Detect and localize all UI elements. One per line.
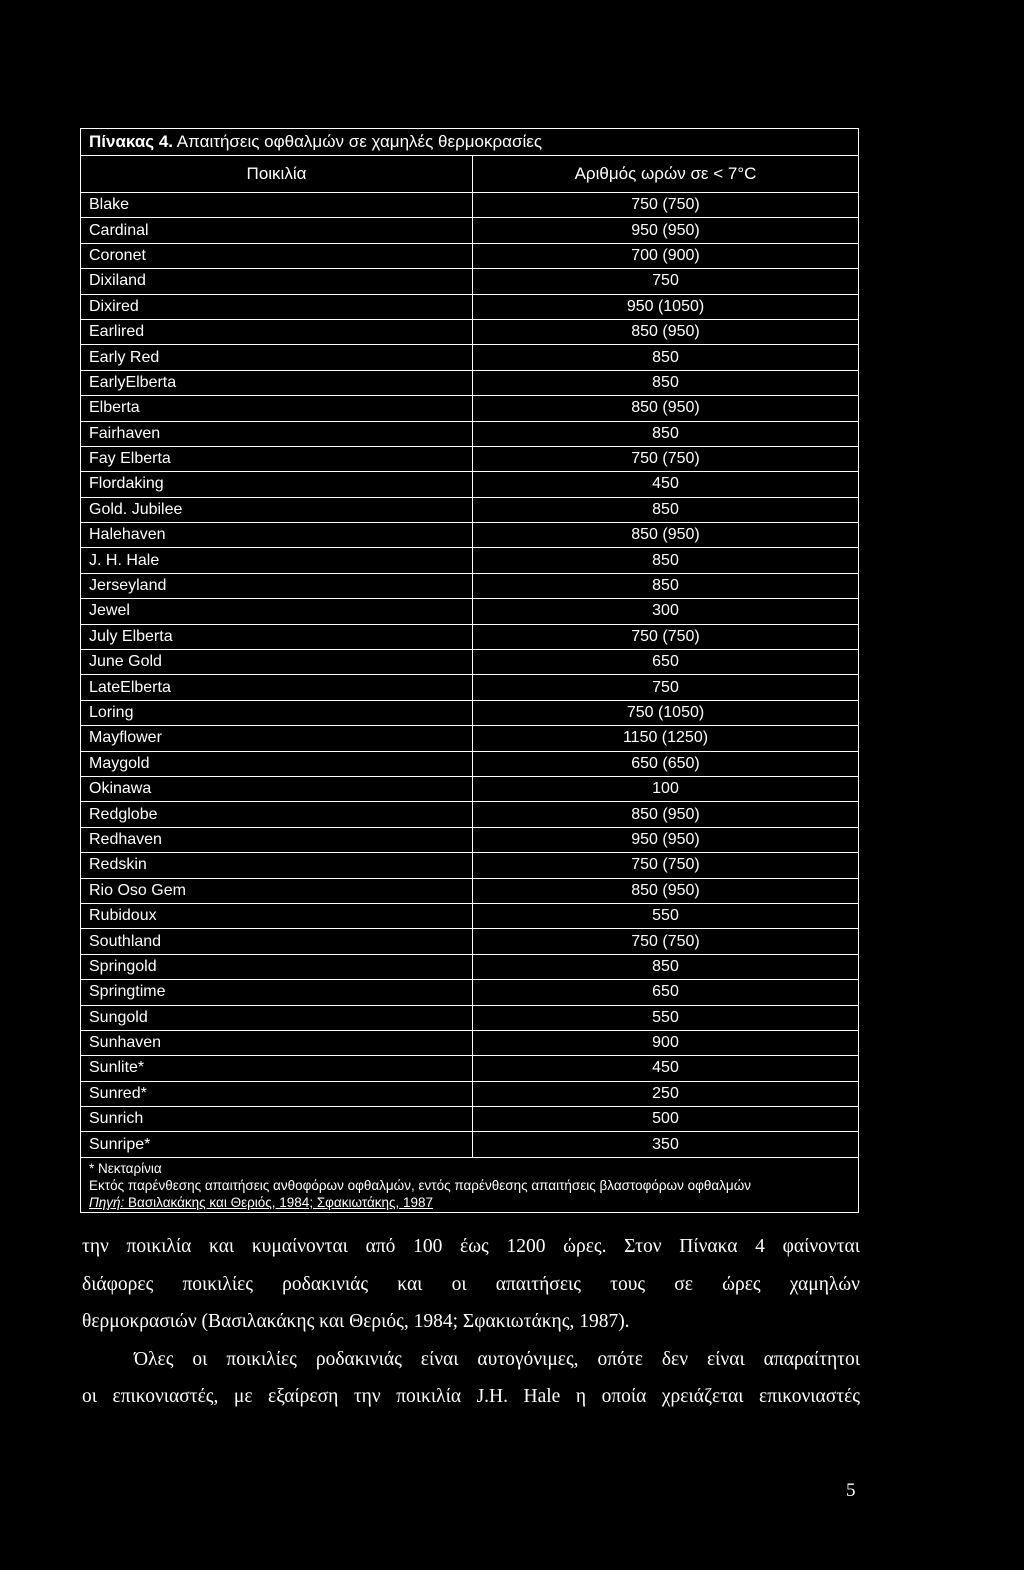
chill-hours-cell: 1150 (1250): [473, 726, 859, 751]
chill-hours-cell: 450: [473, 472, 859, 497]
table-caption-label: Πίνακας 4.: [89, 132, 174, 151]
table-row: [81, 903, 859, 928]
table-caption-text: Απαιτήσεις οφθαλμών σε χαμηλές θερμοκρασίες: [173, 132, 543, 151]
variety-cell: Early Red: [81, 345, 473, 370]
table-notes: [81, 1157, 859, 1212]
body-line-3: θερμοκρασιών (Βασιλακάκης και Θεριός, 1984; Σφακιωτάκης, 1987).: [82, 1311, 630, 1332]
variety-cell: Sunhaven: [81, 1030, 473, 1055]
note-source-text: Βασιλακάκης και Θεριός, 1984; Σφακιωτάκης, 1987: [124, 1194, 434, 1210]
variety-cell: Redskin: [81, 853, 473, 878]
variety-cell: Sungold: [81, 1005, 473, 1030]
variety-cell: Maygold: [81, 751, 473, 776]
chill-hours-cell: 950 (950): [473, 218, 859, 243]
variety-cell: Sunlite*: [81, 1056, 473, 1081]
body-line-1: την ποικιλία και κυμαίνονται από 100 έως 1200 ώρες. Στον Πίνακα 4 φαίνονται: [82, 1236, 860, 1257]
table-row: [81, 650, 859, 675]
variety-cell: Mayflower: [81, 726, 473, 751]
table-row: [81, 954, 859, 979]
chill-hours-cell: 850: [473, 497, 859, 522]
note-nectarine: * Νεκταρίνια: [89, 1160, 162, 1176]
chill-hours-cell: 550: [473, 903, 859, 928]
table-row: [81, 421, 859, 446]
chill-hours-cell: 850: [473, 421, 859, 446]
chill-hours-cell: 850 (950): [473, 523, 859, 548]
variety-cell: Okinawa: [81, 776, 473, 801]
variety-cell: Earlired: [81, 319, 473, 344]
variety-cell: June Gold: [81, 650, 473, 675]
chill-hours-cell: 250: [473, 1081, 859, 1106]
note-explanation: Εκτός παρένθεσης απαιτήσεις ανθοφόρων οφθαλμών, εντός παρένθεσης απαιτήσεις βλαστοφόρων οφθαλμών: [89, 1177, 751, 1193]
body-line-2: διάφορες ποικιλίες ροδακινιάς και οι απαιτήσεις τους σε ώρες χαμηλών: [82, 1273, 860, 1295]
chill-hours-cell: 950 (1050): [473, 294, 859, 319]
variety-cell: Coronet: [81, 243, 473, 268]
table-row: [81, 853, 859, 878]
chill-hours-cell: 850 (950): [473, 319, 859, 344]
variety-cell: Redglobe: [81, 802, 473, 827]
chill-hours-cell: 350: [473, 1132, 859, 1157]
variety-cell: Gold. Jubilee: [81, 497, 473, 522]
chill-hours-cell: 950 (950): [473, 827, 859, 852]
variety-cell: EarlyElberta: [81, 370, 473, 395]
variety-cell: Jewel: [81, 599, 473, 624]
table-row: [81, 446, 859, 471]
table-row: [81, 726, 859, 751]
table-row: [81, 599, 859, 624]
chill-hours-cell: 700 (900): [473, 243, 859, 268]
chill-hours-cell: 850: [473, 954, 859, 979]
chill-hours-cell: 750 (750): [473, 624, 859, 649]
variety-cell: Sunripe*: [81, 1132, 473, 1157]
table-row: [81, 1132, 859, 1157]
table-row: [81, 802, 859, 827]
table-row: [81, 624, 859, 649]
chill-hours-cell: 650: [473, 980, 859, 1005]
note-source: [89, 1194, 850, 1211]
table-row: [81, 1081, 859, 1106]
chill-hours-cell: 650: [473, 650, 859, 675]
table-row: [81, 523, 859, 548]
variety-cell: Blake: [81, 193, 473, 218]
body-line-4: Όλες οι ποικιλίες ροδακινιάς είναι αυτογόνιμες, οπότε δεν είναι απαραίτητοι: [134, 1348, 860, 1370]
table-row: [81, 548, 859, 573]
chill-hours-cell: 850 (950): [473, 396, 859, 421]
chill-hours-cell: 850: [473, 345, 859, 370]
chill-hours-cell: 450: [473, 1056, 859, 1081]
chill-hours-cell: 550: [473, 1005, 859, 1030]
table-row: [81, 243, 859, 268]
table-row: [81, 929, 859, 954]
chill-hours-cell: 100: [473, 776, 859, 801]
chill-hours-cell: 850: [473, 573, 859, 598]
body-line-5: οι επικονιαστές, με εξαίρεση την ποικιλία J.H. Hale η οποία χρειάζεται επικονιαστές: [82, 1386, 860, 1407]
chill-hours-cell: 750: [473, 675, 859, 700]
chill-hours-cell: 750 (750): [473, 929, 859, 954]
variety-cell: Springtime: [81, 980, 473, 1005]
variety-cell: Rio Oso Gem: [81, 878, 473, 903]
variety-cell: Rubidoux: [81, 903, 473, 928]
table-notes-row: [81, 1157, 859, 1212]
variety-cell: Halehaven: [81, 523, 473, 548]
variety-cell: Fay Elberta: [81, 446, 473, 471]
table-row: [81, 878, 859, 903]
variety-cell: Fairhaven: [81, 421, 473, 446]
chill-hours-cell: 850: [473, 370, 859, 395]
table-row: [81, 497, 859, 522]
chill-hours-cell: 750: [473, 269, 859, 294]
table-row: [81, 396, 859, 421]
table-caption-row: [81, 129, 859, 156]
table-row: [81, 700, 859, 725]
variety-cell: Dixiland: [81, 269, 473, 294]
chill-hours-cell: 850 (950): [473, 802, 859, 827]
table-body: [81, 193, 859, 1158]
variety-cell: Sunrich: [81, 1107, 473, 1132]
table-row: [81, 370, 859, 395]
table-row: [81, 269, 859, 294]
variety-cell: Flordaking: [81, 472, 473, 497]
table-row: [81, 193, 859, 218]
table-row: [81, 319, 859, 344]
table-row: [81, 751, 859, 776]
table-row: [81, 1005, 859, 1030]
chill-hours-cell: 750 (1050): [473, 700, 859, 725]
header-variety: Ποικιλία: [81, 156, 473, 193]
variety-cell: Jerseyland: [81, 573, 473, 598]
chill-hours-cell: 750 (750): [473, 446, 859, 471]
table-row: [81, 980, 859, 1005]
variety-cell: Elberta: [81, 396, 473, 421]
table-caption: [81, 129, 859, 156]
chill-hours-cell: 850 (950): [473, 878, 859, 903]
variety-cell: July Elberta: [81, 624, 473, 649]
chill-hours-cell: 900: [473, 1030, 859, 1055]
variety-cell: Cardinal: [81, 218, 473, 243]
chill-hours-cell: 500: [473, 1107, 859, 1132]
table-row: [81, 294, 859, 319]
page-number: 5: [846, 1480, 856, 1501]
table-header-row: [81, 156, 859, 193]
table-row: [81, 675, 859, 700]
variety-cell: Dixired: [81, 294, 473, 319]
table-row: [81, 472, 859, 497]
header-hours: Αριθμός ωρών σε < 7°C: [473, 156, 859, 193]
variety-cell: Southland: [81, 929, 473, 954]
table-row: [81, 1056, 859, 1081]
variety-cell: J. H. Hale: [81, 548, 473, 573]
variety-cell: Loring: [81, 700, 473, 725]
variety-cell: Springold: [81, 954, 473, 979]
table-row: [81, 345, 859, 370]
body-text: [82, 1228, 860, 1416]
note-source-label: Πηγή:: [89, 1194, 125, 1210]
table-row: [81, 1030, 859, 1055]
table-row: [81, 827, 859, 852]
table-row: [81, 218, 859, 243]
variety-cell: LateElberta: [81, 675, 473, 700]
table-row: [81, 1107, 859, 1132]
variety-cell: Sunred*: [81, 1081, 473, 1106]
chill-hours-cell: 300: [473, 599, 859, 624]
chill-hours-cell: 750 (750): [473, 853, 859, 878]
chill-hours-cell: 650 (650): [473, 751, 859, 776]
chill-hours-cell: 850: [473, 548, 859, 573]
chill-hours-table: [80, 128, 859, 1213]
variety-cell: Redhaven: [81, 827, 473, 852]
chill-hours-cell: 750 (750): [473, 193, 859, 218]
table-row: [81, 776, 859, 801]
table-row: [81, 573, 859, 598]
